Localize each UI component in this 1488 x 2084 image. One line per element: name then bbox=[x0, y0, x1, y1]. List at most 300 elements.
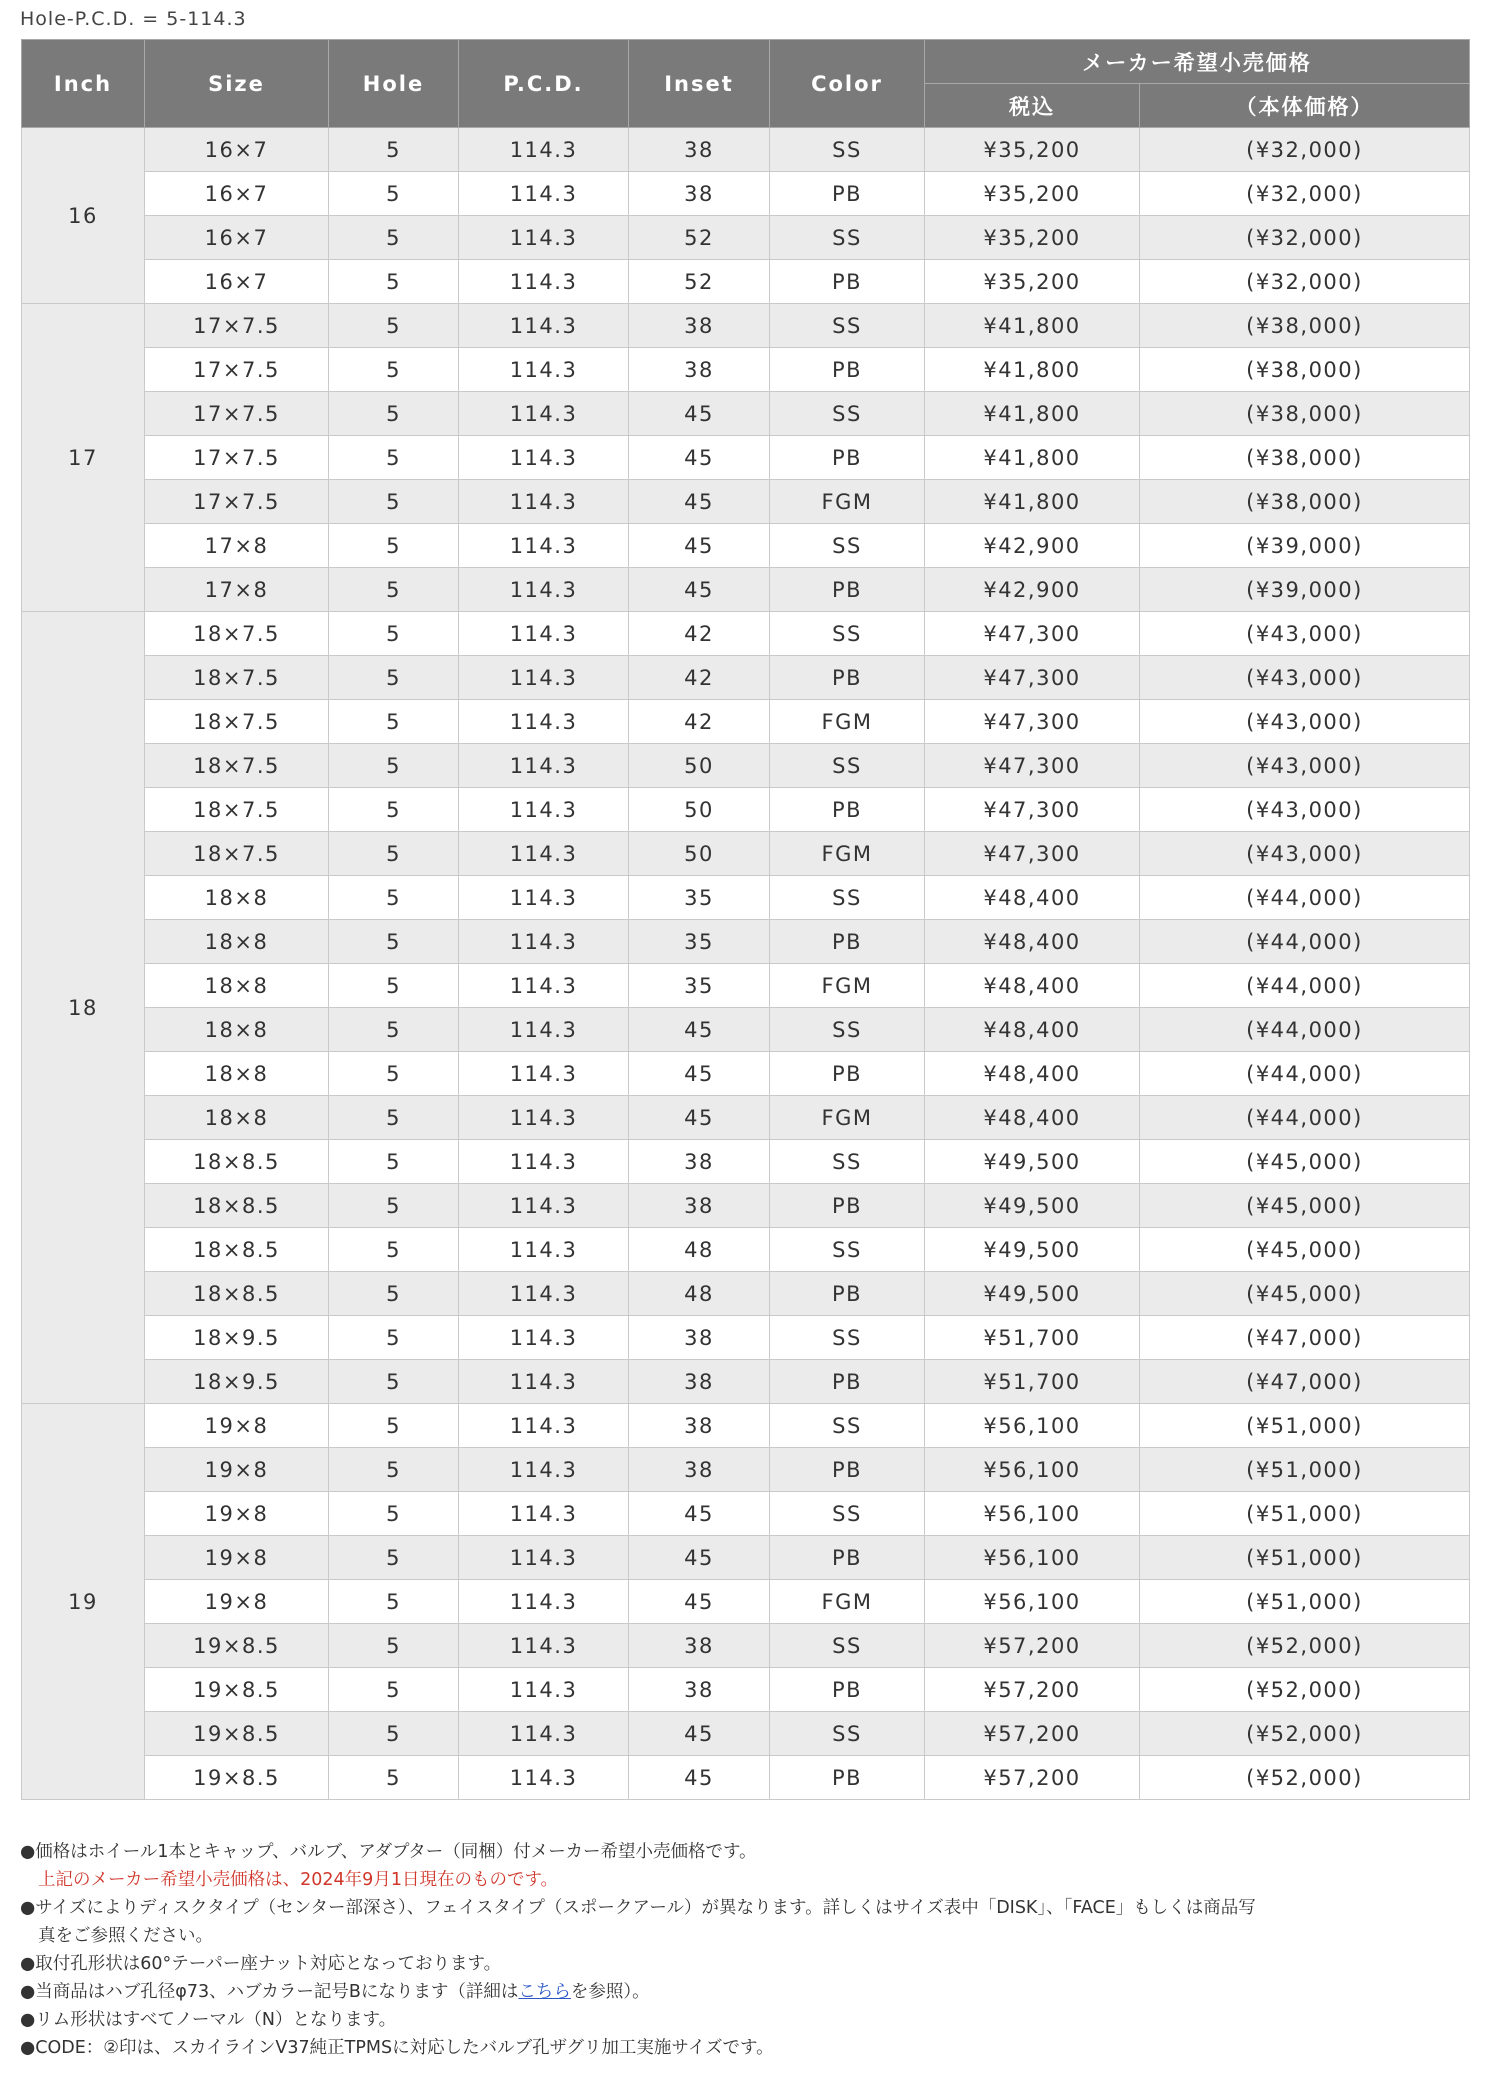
note-price: ●価格はホイール1本とキャップ、バルブ、アダプター（同梱）付メーカー希望小売価格です。 bbox=[20, 1842, 757, 1862]
color-cell: PB bbox=[770, 172, 925, 216]
inset-cell: 38 bbox=[629, 1316, 770, 1360]
hole-cell: 5 bbox=[329, 700, 459, 744]
pcd-cell: 114.3 bbox=[459, 1536, 629, 1580]
inset-cell: 35 bbox=[629, 876, 770, 920]
price-base-cell: (¥44,000) bbox=[1140, 1008, 1470, 1052]
hole-cell: 5 bbox=[329, 304, 459, 348]
hole-cell: 5 bbox=[329, 612, 459, 656]
table-row bbox=[22, 920, 1470, 964]
note-disk-face-cont: 真をご参照ください。 bbox=[38, 1926, 213, 1946]
price-base-cell: (¥43,000) bbox=[1140, 832, 1470, 876]
pcd-cell: 114.3 bbox=[459, 1756, 629, 1800]
hole-cell: 5 bbox=[329, 1184, 459, 1228]
size-cell: 17×7.5 bbox=[145, 480, 329, 524]
size-cell: 16×7 bbox=[145, 128, 329, 172]
inset-cell: 45 bbox=[629, 1492, 770, 1536]
price-tax-cell: ¥49,500 bbox=[925, 1140, 1140, 1184]
hole-cell: 5 bbox=[329, 128, 459, 172]
table-row bbox=[22, 700, 1470, 744]
price-tax-cell: ¥49,500 bbox=[925, 1272, 1140, 1316]
pcd-caption: Hole-P.C.D. = 5-114.3 bbox=[20, 8, 247, 30]
color-cell: FGM bbox=[770, 480, 925, 524]
inset-cell: 45 bbox=[629, 1712, 770, 1756]
color-cell: PB bbox=[770, 568, 925, 612]
table-row bbox=[22, 1536, 1470, 1580]
inset-cell: 38 bbox=[629, 172, 770, 216]
inset-cell: 45 bbox=[629, 1052, 770, 1096]
price-base-cell: (¥52,000) bbox=[1140, 1756, 1470, 1800]
price-tax-cell: ¥47,300 bbox=[925, 744, 1140, 788]
hole-cell: 5 bbox=[329, 1492, 459, 1536]
price-tax-cell: ¥48,400 bbox=[925, 876, 1140, 920]
note-price-date: 上記のメーカー希望小売価格は、2024年9月1日現在のものです。 bbox=[38, 1870, 559, 1890]
table-row bbox=[22, 260, 1470, 304]
price-base-cell: (¥38,000) bbox=[1140, 392, 1470, 436]
size-cell: 18×8 bbox=[145, 876, 329, 920]
hole-cell: 5 bbox=[329, 568, 459, 612]
inset-cell: 50 bbox=[629, 744, 770, 788]
hole-cell: 5 bbox=[329, 524, 459, 568]
table-row bbox=[22, 1140, 1470, 1184]
size-cell: 18×7.5 bbox=[145, 656, 329, 700]
inset-cell: 48 bbox=[629, 1272, 770, 1316]
price-base-cell: (¥43,000) bbox=[1140, 744, 1470, 788]
price-tax-cell: ¥56,100 bbox=[925, 1492, 1140, 1536]
price-tax-cell: ¥56,100 bbox=[925, 1448, 1140, 1492]
note-code-tpms: ●CODE：②印は、スカイラインV37純正TPMSに対応したバルブ孔ザグリ加工実施サイズです。 bbox=[20, 2038, 774, 2058]
header-hole: Hole bbox=[329, 40, 459, 128]
price-base-cell: (¥43,000) bbox=[1140, 612, 1470, 656]
color-cell: SS bbox=[770, 744, 925, 788]
price-tax-cell: ¥47,300 bbox=[925, 612, 1140, 656]
hole-cell: 5 bbox=[329, 832, 459, 876]
color-cell: PB bbox=[770, 656, 925, 700]
color-cell: SS bbox=[770, 1228, 925, 1272]
table-row bbox=[22, 216, 1470, 260]
price-base-cell: (¥51,000) bbox=[1140, 1536, 1470, 1580]
size-cell: 19×8 bbox=[145, 1448, 329, 1492]
price-tax-cell: ¥51,700 bbox=[925, 1360, 1140, 1404]
price-tax-cell: ¥49,500 bbox=[925, 1228, 1140, 1272]
inset-cell: 38 bbox=[629, 1404, 770, 1448]
hole-cell: 5 bbox=[329, 788, 459, 832]
table-row bbox=[22, 1316, 1470, 1360]
inset-cell: 38 bbox=[629, 1360, 770, 1404]
price-tax-cell: ¥57,200 bbox=[925, 1668, 1140, 1712]
price-base-cell: (¥52,000) bbox=[1140, 1668, 1470, 1712]
hole-cell: 5 bbox=[329, 1756, 459, 1800]
color-cell: SS bbox=[770, 304, 925, 348]
inset-cell: 42 bbox=[629, 612, 770, 656]
size-cell: 18×7.5 bbox=[145, 612, 329, 656]
table-body bbox=[22, 128, 1470, 1800]
inset-cell: 38 bbox=[629, 1184, 770, 1228]
price-tax-cell: ¥41,800 bbox=[925, 392, 1140, 436]
hole-cell: 5 bbox=[329, 964, 459, 1008]
pcd-cell: 114.3 bbox=[459, 1316, 629, 1360]
size-cell: 18×7.5 bbox=[145, 832, 329, 876]
size-cell: 18×7.5 bbox=[145, 788, 329, 832]
table-row bbox=[22, 1096, 1470, 1140]
price-base-cell: (¥45,000) bbox=[1140, 1272, 1470, 1316]
price-base-cell: (¥43,000) bbox=[1140, 700, 1470, 744]
hole-cell: 5 bbox=[329, 1624, 459, 1668]
size-cell: 18×8 bbox=[145, 1052, 329, 1096]
table-row bbox=[22, 1448, 1470, 1492]
inset-cell: 42 bbox=[629, 656, 770, 700]
table-row bbox=[22, 832, 1470, 876]
table-row bbox=[22, 1404, 1470, 1448]
inset-cell: 45 bbox=[629, 480, 770, 524]
inset-cell: 38 bbox=[629, 1448, 770, 1492]
price-tax-cell: ¥41,800 bbox=[925, 304, 1140, 348]
color-cell: SS bbox=[770, 612, 925, 656]
color-cell: FGM bbox=[770, 1096, 925, 1140]
hole-cell: 5 bbox=[329, 1008, 459, 1052]
price-tax-cell: ¥48,400 bbox=[925, 1008, 1140, 1052]
hole-cell: 5 bbox=[329, 172, 459, 216]
size-cell: 18×9.5 bbox=[145, 1360, 329, 1404]
size-cell: 19×8.5 bbox=[145, 1756, 329, 1800]
header-price-tax: 税込 bbox=[925, 84, 1140, 128]
price-base-cell: (¥51,000) bbox=[1140, 1492, 1470, 1536]
table-row bbox=[22, 876, 1470, 920]
price-tax-cell: ¥47,300 bbox=[925, 656, 1140, 700]
pcd-cell: 114.3 bbox=[459, 1404, 629, 1448]
pcd-cell: 114.3 bbox=[459, 964, 629, 1008]
color-cell: PB bbox=[770, 260, 925, 304]
wheel-spec-table bbox=[21, 39, 1470, 1800]
price-tax-cell: ¥48,400 bbox=[925, 964, 1140, 1008]
price-tax-cell: ¥47,300 bbox=[925, 788, 1140, 832]
size-cell: 19×8 bbox=[145, 1404, 329, 1448]
pcd-cell: 114.3 bbox=[459, 744, 629, 788]
inset-cell: 38 bbox=[629, 1624, 770, 1668]
pcd-cell: 114.3 bbox=[459, 1052, 629, 1096]
price-base-cell: (¥47,000) bbox=[1140, 1360, 1470, 1404]
pcd-cell: 114.3 bbox=[459, 480, 629, 524]
price-base-cell: (¥43,000) bbox=[1140, 788, 1470, 832]
price-tax-cell: ¥57,200 bbox=[925, 1624, 1140, 1668]
size-cell: 18×8.5 bbox=[145, 1272, 329, 1316]
size-cell: 18×8.5 bbox=[145, 1140, 329, 1184]
price-base-cell: (¥39,000) bbox=[1140, 568, 1470, 612]
color-cell: PB bbox=[770, 1448, 925, 1492]
price-base-cell: (¥32,000) bbox=[1140, 216, 1470, 260]
price-base-cell: (¥51,000) bbox=[1140, 1580, 1470, 1624]
color-cell: SS bbox=[770, 1624, 925, 1668]
color-cell: SS bbox=[770, 1404, 925, 1448]
pcd-cell: 114.3 bbox=[459, 172, 629, 216]
pcd-cell: 114.3 bbox=[459, 1184, 629, 1228]
price-base-cell: (¥44,000) bbox=[1140, 920, 1470, 964]
table-row bbox=[22, 1668, 1470, 1712]
color-cell: SS bbox=[770, 524, 925, 568]
table-row bbox=[22, 392, 1470, 436]
header-price-group: メーカー希望小売価格 bbox=[925, 40, 1470, 84]
table-row bbox=[22, 788, 1470, 832]
pcd-cell: 114.3 bbox=[459, 392, 629, 436]
pcd-cell: 114.3 bbox=[459, 832, 629, 876]
price-base-cell: (¥43,000) bbox=[1140, 656, 1470, 700]
price-tax-cell: ¥57,200 bbox=[925, 1712, 1140, 1756]
price-base-cell: (¥32,000) bbox=[1140, 172, 1470, 216]
inset-cell: 38 bbox=[629, 1140, 770, 1184]
price-base-cell: (¥44,000) bbox=[1140, 1052, 1470, 1096]
size-cell: 17×7.5 bbox=[145, 304, 329, 348]
price-tax-cell: ¥41,800 bbox=[925, 480, 1140, 524]
inset-cell: 45 bbox=[629, 392, 770, 436]
price-base-cell: (¥45,000) bbox=[1140, 1140, 1470, 1184]
price-tax-cell: ¥51,700 bbox=[925, 1316, 1140, 1360]
color-cell: SS bbox=[770, 128, 925, 172]
table-row bbox=[22, 172, 1470, 216]
price-tax-cell: ¥48,400 bbox=[925, 1052, 1140, 1096]
notes-section bbox=[20, 1838, 1470, 2062]
hole-cell: 5 bbox=[329, 1448, 459, 1492]
color-cell: PB bbox=[770, 788, 925, 832]
size-cell: 18×8.5 bbox=[145, 1228, 329, 1272]
inset-cell: 38 bbox=[629, 1668, 770, 1712]
note-rim-shape: ●リム形状はすべてノーマル（N）となります。 bbox=[20, 2010, 397, 2030]
table-row bbox=[22, 1184, 1470, 1228]
hole-cell: 5 bbox=[329, 1580, 459, 1624]
price-tax-cell: ¥42,900 bbox=[925, 568, 1140, 612]
color-cell: SS bbox=[770, 392, 925, 436]
pcd-cell: 114.3 bbox=[459, 1492, 629, 1536]
note-hub-bore-post: を参照）。 bbox=[570, 1982, 650, 2002]
table-row bbox=[22, 304, 1470, 348]
color-cell: SS bbox=[770, 876, 925, 920]
color-cell: FGM bbox=[770, 1580, 925, 1624]
table-row bbox=[22, 1052, 1470, 1096]
color-cell: SS bbox=[770, 1140, 925, 1184]
hole-cell: 5 bbox=[329, 1712, 459, 1756]
inset-cell: 45 bbox=[629, 1536, 770, 1580]
price-base-cell: (¥38,000) bbox=[1140, 304, 1470, 348]
price-tax-cell: ¥35,200 bbox=[925, 128, 1140, 172]
inset-cell: 45 bbox=[629, 1580, 770, 1624]
size-cell: 16×7 bbox=[145, 172, 329, 216]
size-cell: 17×8 bbox=[145, 568, 329, 612]
size-cell: 16×7 bbox=[145, 260, 329, 304]
price-tax-cell: ¥49,500 bbox=[925, 1184, 1140, 1228]
price-base-cell: (¥45,000) bbox=[1140, 1228, 1470, 1272]
hole-cell: 5 bbox=[329, 1272, 459, 1316]
hole-cell: 5 bbox=[329, 1360, 459, 1404]
color-cell: SS bbox=[770, 1712, 925, 1756]
hole-cell: 5 bbox=[329, 348, 459, 392]
hole-cell: 5 bbox=[329, 744, 459, 788]
note-disk-face: ●サイズによりディスクタイプ（センター部深さ）、フェイスタイプ（スポークアール）が異なります。詳しくはサイズ表中「DISK」、「FACE」もしくは商品写 bbox=[20, 1898, 1256, 1918]
hole-cell: 5 bbox=[329, 392, 459, 436]
table-row bbox=[22, 1360, 1470, 1404]
size-cell: 17×7.5 bbox=[145, 392, 329, 436]
price-tax-cell: ¥48,400 bbox=[925, 920, 1140, 964]
size-cell: 17×7.5 bbox=[145, 348, 329, 392]
color-cell: PB bbox=[770, 1360, 925, 1404]
price-base-cell: (¥52,000) bbox=[1140, 1624, 1470, 1668]
table-row bbox=[22, 436, 1470, 480]
table-row bbox=[22, 1712, 1470, 1756]
inset-cell: 45 bbox=[629, 1756, 770, 1800]
price-base-cell: (¥45,000) bbox=[1140, 1184, 1470, 1228]
pcd-cell: 114.3 bbox=[459, 128, 629, 172]
hole-cell: 5 bbox=[329, 1052, 459, 1096]
table-row bbox=[22, 744, 1470, 788]
header-inset: Inset bbox=[629, 40, 770, 128]
hole-cell: 5 bbox=[329, 656, 459, 700]
size-cell: 18×7.5 bbox=[145, 700, 329, 744]
size-cell: 18×8.5 bbox=[145, 1184, 329, 1228]
pcd-cell: 114.3 bbox=[459, 700, 629, 744]
price-tax-cell: ¥35,200 bbox=[925, 260, 1140, 304]
pcd-cell: 114.3 bbox=[459, 348, 629, 392]
table-row bbox=[22, 964, 1470, 1008]
table-row bbox=[22, 1624, 1470, 1668]
pcd-cell: 114.3 bbox=[459, 568, 629, 612]
table-row bbox=[22, 612, 1470, 656]
pcd-cell: 114.3 bbox=[459, 1096, 629, 1140]
hole-cell: 5 bbox=[329, 1536, 459, 1580]
pcd-cell: 114.3 bbox=[459, 1140, 629, 1184]
price-tax-cell: ¥35,200 bbox=[925, 216, 1140, 260]
inset-cell: 38 bbox=[629, 348, 770, 392]
size-cell: 19×8 bbox=[145, 1580, 329, 1624]
color-cell: PB bbox=[770, 1052, 925, 1096]
inset-cell: 45 bbox=[629, 1096, 770, 1140]
inset-cell: 42 bbox=[629, 700, 770, 744]
size-cell: 19×8 bbox=[145, 1536, 329, 1580]
price-base-cell: (¥47,000) bbox=[1140, 1316, 1470, 1360]
inch-cell: 18 bbox=[22, 612, 145, 1404]
price-tax-cell: ¥48,400 bbox=[925, 1096, 1140, 1140]
color-cell: PB bbox=[770, 1184, 925, 1228]
price-base-cell: (¥38,000) bbox=[1140, 480, 1470, 524]
header-color: Color bbox=[770, 40, 925, 128]
size-cell: 18×7.5 bbox=[145, 744, 329, 788]
price-tax-cell: ¥56,100 bbox=[925, 1404, 1140, 1448]
pcd-cell: 114.3 bbox=[459, 876, 629, 920]
note-hub-bore bbox=[20, 1978, 1470, 2006]
inset-cell: 50 bbox=[629, 788, 770, 832]
pcd-cell: 114.3 bbox=[459, 304, 629, 348]
inset-cell: 50 bbox=[629, 832, 770, 876]
pcd-cell: 114.3 bbox=[459, 1360, 629, 1404]
table-row bbox=[22, 1272, 1470, 1316]
details-link[interactable]: こちら bbox=[518, 1982, 571, 2002]
size-cell: 17×7.5 bbox=[145, 436, 329, 480]
color-cell: PB bbox=[770, 1668, 925, 1712]
inset-cell: 38 bbox=[629, 128, 770, 172]
hole-cell: 5 bbox=[329, 1228, 459, 1272]
table-row bbox=[22, 348, 1470, 392]
hole-cell: 5 bbox=[329, 480, 459, 524]
color-cell: PB bbox=[770, 1756, 925, 1800]
inset-cell: 45 bbox=[629, 524, 770, 568]
size-cell: 19×8.5 bbox=[145, 1624, 329, 1668]
color-cell: PB bbox=[770, 436, 925, 480]
color-cell: PB bbox=[770, 1536, 925, 1580]
hole-cell: 5 bbox=[329, 876, 459, 920]
size-cell: 19×8.5 bbox=[145, 1712, 329, 1756]
size-cell: 19×8 bbox=[145, 1492, 329, 1536]
price-tax-cell: ¥41,800 bbox=[925, 348, 1140, 392]
color-cell: SS bbox=[770, 1316, 925, 1360]
inset-cell: 45 bbox=[629, 436, 770, 480]
size-cell: 18×8 bbox=[145, 964, 329, 1008]
inset-cell: 35 bbox=[629, 964, 770, 1008]
price-tax-cell: ¥56,100 bbox=[925, 1580, 1140, 1624]
hole-cell: 5 bbox=[329, 1668, 459, 1712]
table-row bbox=[22, 524, 1470, 568]
price-base-cell: (¥52,000) bbox=[1140, 1712, 1470, 1756]
table-row bbox=[22, 656, 1470, 700]
header-pcd: P.C.D. bbox=[459, 40, 629, 128]
price-base-cell: (¥51,000) bbox=[1140, 1404, 1470, 1448]
inset-cell: 48 bbox=[629, 1228, 770, 1272]
header-inch: Inch bbox=[22, 40, 145, 128]
pcd-cell: 114.3 bbox=[459, 1580, 629, 1624]
table-row bbox=[22, 1008, 1470, 1052]
size-cell: 18×9.5 bbox=[145, 1316, 329, 1360]
price-base-cell: (¥32,000) bbox=[1140, 260, 1470, 304]
price-tax-cell: ¥41,800 bbox=[925, 436, 1140, 480]
price-base-cell: (¥38,000) bbox=[1140, 436, 1470, 480]
header-size: Size bbox=[145, 40, 329, 128]
price-base-cell: (¥44,000) bbox=[1140, 964, 1470, 1008]
inset-cell: 45 bbox=[629, 568, 770, 612]
pcd-cell: 114.3 bbox=[459, 1272, 629, 1316]
pcd-cell: 114.3 bbox=[459, 260, 629, 304]
pcd-cell: 114.3 bbox=[459, 788, 629, 832]
note-nut-seat: ●取付孔形状は60°テーパー座ナット対応となっております。 bbox=[20, 1954, 502, 1974]
table-row bbox=[22, 128, 1470, 172]
table-row bbox=[22, 1756, 1470, 1800]
inset-cell: 45 bbox=[629, 1008, 770, 1052]
size-cell: 18×8 bbox=[145, 1096, 329, 1140]
pcd-cell: 114.3 bbox=[459, 1008, 629, 1052]
inset-cell: 52 bbox=[629, 260, 770, 304]
inch-cell: 19 bbox=[22, 1404, 145, 1800]
color-cell: FGM bbox=[770, 832, 925, 876]
price-base-cell: (¥44,000) bbox=[1140, 1096, 1470, 1140]
size-cell: 18×8 bbox=[145, 1008, 329, 1052]
color-cell: PB bbox=[770, 1272, 925, 1316]
header-price-base: （本体価格） bbox=[1140, 84, 1470, 128]
pcd-cell: 114.3 bbox=[459, 920, 629, 964]
pcd-cell: 114.3 bbox=[459, 1228, 629, 1272]
table-row bbox=[22, 1580, 1470, 1624]
color-cell: PB bbox=[770, 920, 925, 964]
price-base-cell: (¥44,000) bbox=[1140, 876, 1470, 920]
price-tax-cell: ¥35,200 bbox=[925, 172, 1140, 216]
pcd-cell: 114.3 bbox=[459, 216, 629, 260]
color-cell: SS bbox=[770, 1492, 925, 1536]
table-row bbox=[22, 480, 1470, 524]
size-cell: 19×8.5 bbox=[145, 1668, 329, 1712]
price-base-cell: (¥38,000) bbox=[1140, 348, 1470, 392]
inch-cell: 17 bbox=[22, 304, 145, 612]
price-base-cell: (¥51,000) bbox=[1140, 1448, 1470, 1492]
hole-cell: 5 bbox=[329, 920, 459, 964]
price-base-cell: (¥39,000) bbox=[1140, 524, 1470, 568]
hole-cell: 5 bbox=[329, 1096, 459, 1140]
color-cell: PB bbox=[770, 348, 925, 392]
hole-cell: 5 bbox=[329, 216, 459, 260]
pcd-cell: 114.3 bbox=[459, 1712, 629, 1756]
price-tax-cell: ¥56,100 bbox=[925, 1536, 1140, 1580]
